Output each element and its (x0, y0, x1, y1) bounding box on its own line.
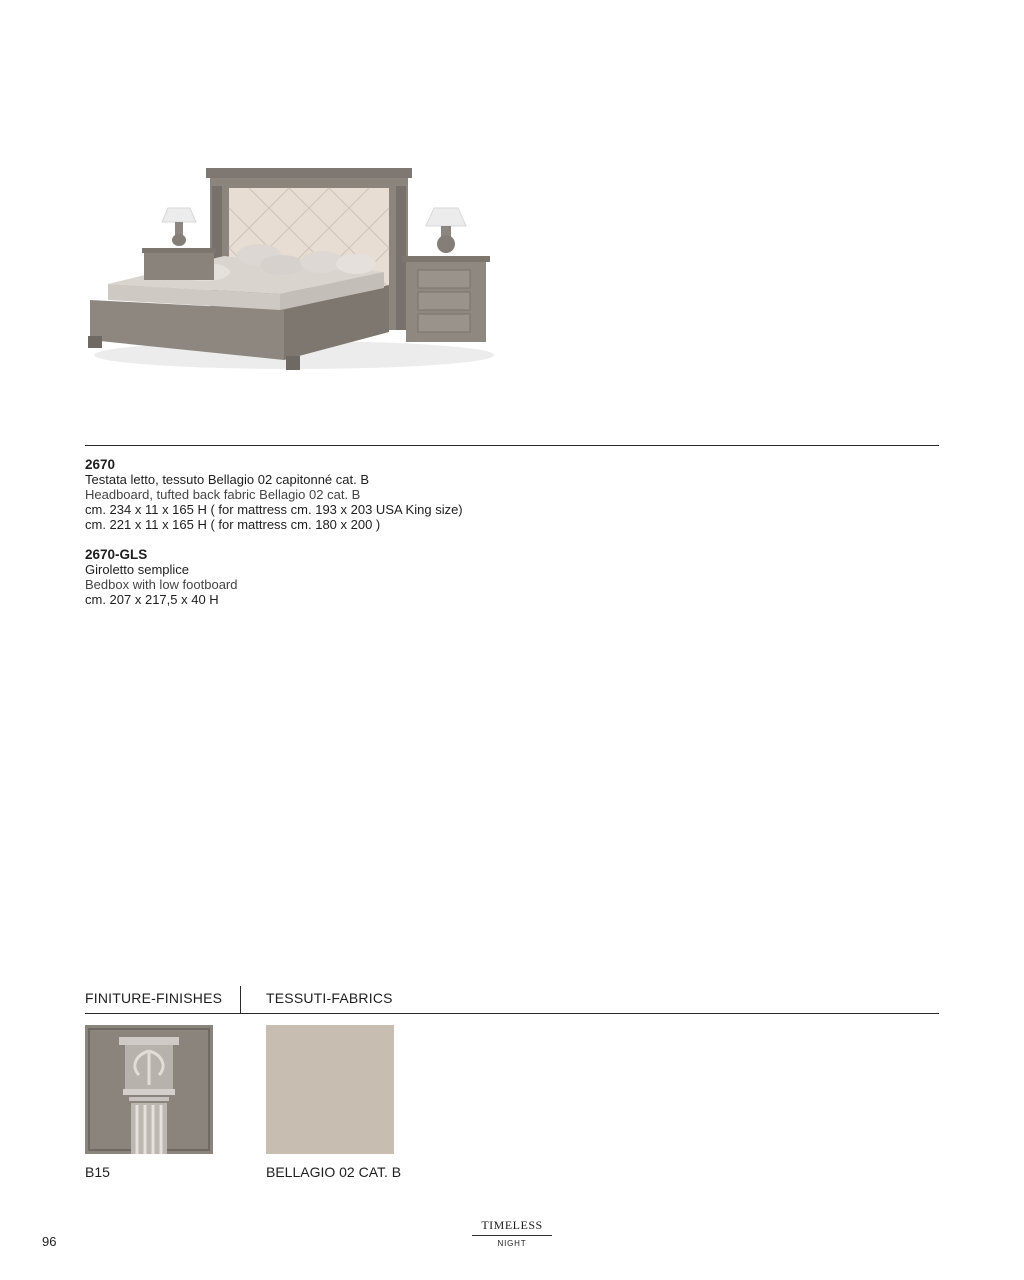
italian-description: Giroletto semplice (85, 562, 190, 577)
product-code: 2670-GLS (85, 547, 148, 562)
product-spec-2670 (85, 457, 785, 532)
brand-divider (472, 1235, 552, 1236)
italian-description: Testata letto, tessuto Bellagio 02 capitonné cat. B (85, 472, 370, 487)
dimensions-line: cm. 207 x 217,5 x 40 H (85, 592, 219, 607)
fabric-swatch (266, 1025, 394, 1154)
finish-swatch (85, 1025, 213, 1154)
brand-logo (472, 1218, 552, 1248)
dimensions-line: cm. 221 x 11 x 165 H ( for mattress cm. 180 x 200 ) (85, 517, 381, 532)
english-description: Headboard, tufted back fabric Bellagio 02 cat. B (85, 487, 361, 502)
page-number: 96 (42, 1234, 57, 1249)
section-rule (85, 1013, 939, 1014)
finishes-header: FINITURE-FINISHES (85, 990, 223, 1006)
header-divider (240, 986, 241, 1014)
english-description: Bedbox with low footboard (85, 577, 238, 592)
dimensions-line: cm. 234 x 11 x 165 H ( for mattress cm. 193 x 203 USA King size) (85, 502, 463, 517)
brand-name: TIMELESS (481, 1218, 543, 1232)
product-spec-2670-gls (85, 547, 785, 607)
bed-with-nightstands-photo (84, 160, 504, 380)
product-code: 2670 (85, 457, 116, 472)
fabrics-header: TESSUTI-FABRICS (266, 990, 393, 1006)
spec-top-rule (85, 445, 939, 446)
fabric-swatch-label: BELLAGIO 02 CAT. B (266, 1164, 402, 1180)
finish-swatch-label: B15 (85, 1164, 110, 1180)
collection-name: NIGHT (497, 1239, 527, 1248)
